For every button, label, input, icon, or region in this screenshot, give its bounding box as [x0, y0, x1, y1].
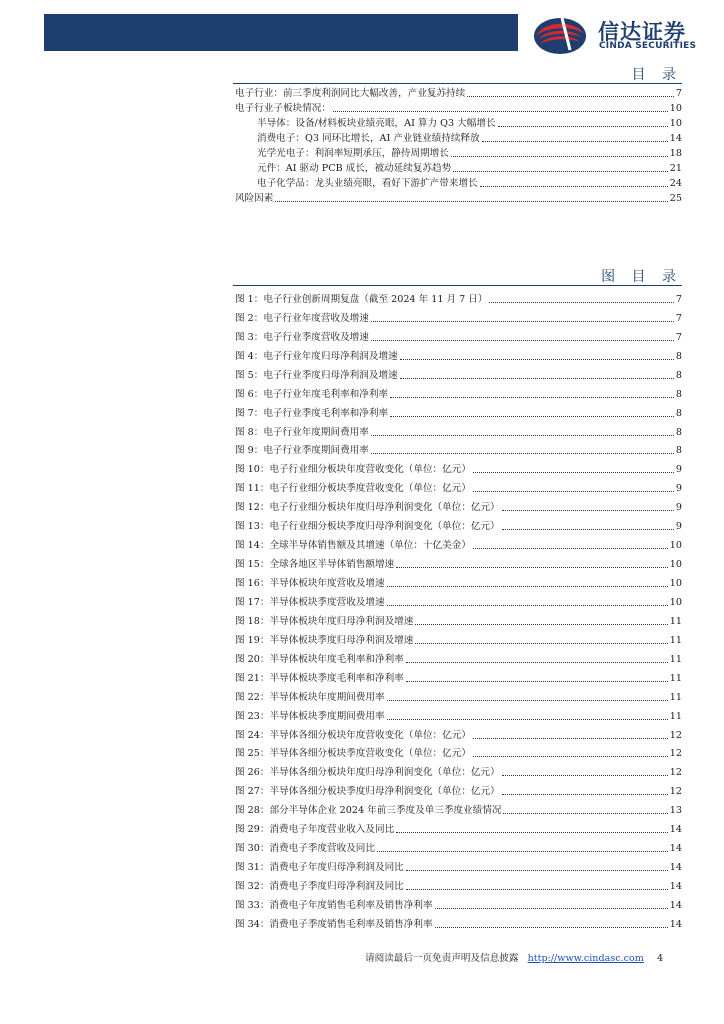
website-link[interactable]: http://www.cindasc.com	[527, 953, 644, 964]
figure-entry-title[interactable]: 图 1：电子行业创新周期复盘（截至 2024 年 11 月 7 日）	[235, 293, 488, 305]
figure-entry[interactable]	[235, 798, 682, 817]
figure-entry-page[interactable]: 11	[669, 653, 682, 665]
dot-leader	[400, 359, 674, 360]
dot-leader	[387, 700, 668, 701]
figure-entry[interactable]	[235, 439, 682, 458]
toc-entry[interactable]	[235, 100, 682, 115]
dot-leader	[400, 378, 674, 379]
figure-entry[interactable]	[235, 836, 682, 855]
figure-entry-title[interactable]: 图 28：部分半导体企业 2024 年前三季度及单三季度业绩情况	[235, 805, 502, 817]
dot-leader	[502, 775, 668, 776]
figure-entry-page[interactable]: 11	[669, 634, 682, 646]
figure-entry-page[interactable]: 12	[669, 767, 682, 779]
dot-leader	[371, 340, 674, 341]
toc-entry-page[interactable]: 25	[669, 193, 682, 204]
header-banner	[44, 14, 518, 51]
figure-entry-page[interactable]: 8	[675, 350, 682, 362]
figure-entry[interactable]	[235, 779, 682, 798]
dot-leader	[377, 851, 668, 852]
figure-entry-title[interactable]: 图 25：半导体各细分板块季度营收变化（单位：亿元）	[235, 748, 471, 760]
dot-leader	[396, 832, 668, 833]
toc-entry-title[interactable]: 风险因素	[235, 193, 274, 204]
toc-entry[interactable]	[235, 190, 682, 205]
dot-leader	[333, 111, 668, 112]
figure-entry-title[interactable]: 图 7：电子行业季度毛利率和净利率	[235, 407, 389, 419]
figure-entry-title[interactable]: 图 12：电子行业细分板块年度归母净利润变化（单位：亿元）	[235, 502, 500, 514]
figure-entry[interactable]	[235, 306, 682, 325]
figure-entry-page[interactable]: 8	[675, 369, 682, 381]
figure-entry-page[interactable]: 9	[675, 502, 682, 514]
figure-list-divider	[233, 285, 682, 286]
figure-entry[interactable]	[235, 420, 682, 439]
dot-leader	[406, 870, 668, 871]
dot-leader	[502, 529, 674, 530]
figure-entry-page[interactable]: 7	[675, 331, 682, 343]
figure-entry-page[interactable]: 10	[669, 559, 682, 571]
figure-entry[interactable]	[235, 287, 682, 306]
figure-entry-page[interactable]: 14	[669, 918, 682, 930]
dot-leader	[498, 126, 668, 127]
dot-leader	[415, 643, 667, 644]
figure-entry-title[interactable]: 图 13：电子行业细分板块季度归母净利润变化（单位：亿元）	[235, 521, 500, 533]
figure-entry-page[interactable]: 8	[675, 426, 682, 438]
dot-leader	[435, 927, 668, 928]
dot-leader	[390, 416, 674, 417]
figure-entry[interactable]	[235, 495, 682, 514]
toc-entry-title[interactable]: 消费电子：Q3 同环比增长，AI 产业链业绩持续释放	[257, 133, 480, 144]
toc-divider	[233, 83, 682, 84]
dot-leader	[387, 719, 668, 720]
toc-entry-page[interactable]: 10	[669, 118, 682, 129]
toc-entry[interactable]	[235, 175, 682, 190]
figure-entry-title[interactable]: 图 33：消费电子年度销售毛利率及销售净利率	[235, 899, 433, 911]
figure-entry-page[interactable]: 9	[675, 521, 682, 533]
cinda-logo-icon	[532, 14, 588, 56]
figure-entry-page[interactable]: 12	[669, 786, 682, 798]
figure-entry[interactable]	[235, 457, 682, 476]
figure-entry[interactable]	[235, 325, 682, 344]
toc-entry-page[interactable]: 7	[675, 88, 682, 99]
dot-leader	[371, 453, 674, 454]
dot-leader	[453, 171, 668, 172]
figure-entry[interactable]	[235, 476, 682, 495]
figure-entry-title[interactable]: 图 24：半导体各细分板块年度营收变化（单位：亿元）	[235, 729, 471, 741]
dot-leader	[371, 321, 674, 322]
dot-leader	[415, 624, 667, 625]
figure-entry-title[interactable]: 图 11：电子行业细分板块季度营收变化（单位：亿元）	[235, 483, 471, 495]
toc-title: 目 录	[631, 67, 682, 83]
figure-entry-page[interactable]: 9	[675, 464, 682, 476]
figure-entry-title[interactable]: 图 19：半导体板块季度归母净利润及增速	[235, 634, 414, 646]
dot-leader	[387, 605, 668, 606]
figure-entry-title[interactable]: 图 30：消费电子季度营收及同比	[235, 843, 375, 855]
figure-entry-page[interactable]: 11	[669, 710, 682, 722]
toc-entry-page[interactable]: 14	[669, 133, 682, 144]
figure-entry-page[interactable]: 12	[669, 748, 682, 760]
figure-entry[interactable]	[235, 609, 682, 628]
figure-entry[interactable]	[235, 742, 682, 761]
figure-entry[interactable]	[235, 590, 682, 609]
dot-leader	[396, 567, 668, 568]
figure-entry-page[interactable]: 10	[669, 540, 682, 552]
dot-leader	[275, 201, 667, 202]
toc-entry[interactable]	[235, 145, 682, 160]
figure-entry-title[interactable]: 图 6：电子行业年度毛利率和净利率	[235, 388, 389, 400]
dot-leader	[503, 813, 667, 814]
figure-entry-title[interactable]: 图 31：消费电子年度归母净利润及同比	[235, 862, 404, 874]
figure-entry-page[interactable]: 11	[669, 691, 682, 703]
cinda-logo	[532, 14, 712, 56]
figure-entry[interactable]	[235, 874, 682, 893]
dot-leader	[473, 548, 668, 549]
figure-entry[interactable]	[235, 571, 682, 590]
figure-entry-page[interactable]: 14	[669, 881, 682, 892]
figure-entry-page[interactable]: 13	[669, 805, 682, 817]
figure-entry-page[interactable]: 10	[669, 578, 682, 589]
dot-leader	[467, 96, 674, 97]
figure-entry-page[interactable]: 7	[675, 312, 682, 324]
dot-leader	[406, 662, 668, 663]
figure-entry-page[interactable]: 8	[675, 388, 682, 400]
figure-list-title: 图 目 录	[601, 269, 682, 285]
dot-leader	[387, 586, 668, 587]
figure-list	[235, 287, 682, 931]
figure-entry[interactable]	[235, 760, 682, 779]
toc-entry-title[interactable]: 电子行业子板块情况：	[235, 103, 331, 114]
figure-entry-page[interactable]: 11	[669, 672, 682, 684]
figure-entry[interactable]	[235, 514, 682, 533]
figure-entry[interactable]	[235, 628, 682, 647]
figure-entry-title[interactable]: 图 22：半导体板块年度期间费用率	[235, 691, 385, 703]
figure-entry-title[interactable]: 图 2：电子行业年度营收及增速	[235, 312, 369, 324]
toc-entry-title[interactable]: 元件：AI 驱动 PCB 成长，被动延续复苏趋势	[257, 163, 452, 174]
page-footer	[365, 950, 663, 964]
toc-entry-title[interactable]: 光学光电子：利润率短期承压，静待周期增长	[257, 148, 449, 159]
figure-entry-page[interactable]: 8	[675, 407, 682, 419]
logo-english-name: CINDA SECURITIES	[599, 41, 697, 51]
figure-entry[interactable]	[235, 704, 682, 723]
toc-entry-page[interactable]: 24	[669, 178, 682, 189]
dot-leader	[480, 186, 668, 187]
figure-entry-title[interactable]: 图 8：电子行业年度期间费用率	[235, 426, 369, 438]
dot-leader	[473, 491, 674, 492]
figure-entry-title[interactable]: 图 26：半导体各细分板块年度归母净利润变化（单位：亿元）	[235, 767, 500, 779]
toc-entry-title[interactable]: 电子化学品：龙头业绩亮眼，看好下游扩产带来增长	[257, 178, 478, 189]
toc-entry-page[interactable]: 10	[669, 103, 682, 114]
figure-entry[interactable]	[235, 552, 682, 571]
figure-entry-page[interactable]: 11	[669, 615, 682, 627]
disclaimer-notice: 请阅读最后一页免责声明及信息披露	[365, 953, 519, 964]
dot-leader	[502, 794, 668, 795]
figure-entry-page[interactable]: 8	[675, 445, 682, 457]
figure-entry[interactable]	[235, 685, 682, 704]
figure-entry-title[interactable]: 图 5：电子行业季度归母净利润及增速	[235, 369, 398, 381]
figure-entry-title[interactable]: 图 9：电子行业季度期间费用率	[235, 445, 369, 457]
figure-entry-title[interactable]: 图 34：消费电子季度销售毛利率及销售净利率	[235, 918, 433, 930]
dot-leader	[406, 681, 668, 682]
figure-entry-title[interactable]: 图 14：全球半导体销售额及其增速（单位：十亿美金）	[235, 540, 471, 552]
figure-entry-title[interactable]: 图 32：消费电子季度归母净利润及同比	[235, 881, 404, 892]
toc-entry-page[interactable]: 18	[669, 148, 682, 159]
dot-leader	[390, 397, 674, 398]
toc-entry[interactable]	[235, 115, 682, 130]
figure-entry[interactable]	[235, 533, 682, 552]
figure-entry-title[interactable]: 图 21：半导体板块季度毛利率和净利率	[235, 672, 404, 684]
figure-entry-page[interactable]: 14	[669, 843, 682, 855]
figure-entry-title[interactable]: 图 4：电子行业年度归母净利润及增速	[235, 350, 398, 362]
figure-entry[interactable]	[235, 401, 682, 420]
dot-leader	[473, 756, 668, 757]
dot-leader	[473, 472, 674, 473]
figure-entry-page[interactable]: 14	[669, 824, 682, 836]
figure-entry-title[interactable]: 图 16：半导体板块年度营收及增速	[235, 578, 385, 589]
figure-entry[interactable]	[235, 647, 682, 666]
dot-leader	[489, 302, 673, 303]
toc-entry[interactable]	[235, 130, 682, 145]
dot-leader	[502, 510, 674, 511]
dot-leader	[451, 156, 668, 157]
figure-entry-page[interactable]: 9	[675, 483, 682, 495]
figure-entry-title[interactable]: 图 27：半导体各细分板块季度归母净利润变化（单位：亿元）	[235, 786, 500, 798]
figure-entry-title[interactable]: 图 10：电子行业细分板块年度营收变化（单位：亿元）	[235, 464, 471, 476]
dot-leader	[482, 141, 668, 142]
toc-list	[235, 85, 682, 205]
figure-entry[interactable]	[235, 912, 682, 931]
figure-entry-title[interactable]: 图 15：全球各地区半导体销售额增速	[235, 559, 395, 571]
figure-entry-page[interactable]: 12	[669, 729, 682, 741]
toc-entry[interactable]	[235, 85, 682, 100]
toc-entry-title[interactable]: 电子行业：前三季度利润同比大幅改善，产业复苏持续	[235, 88, 466, 99]
figure-entry[interactable]	[235, 382, 682, 401]
toc-entry[interactable]	[235, 160, 682, 175]
figure-entry-title[interactable]: 图 18：半导体板块年度归母净利润及增速	[235, 615, 414, 627]
dot-leader	[406, 889, 668, 890]
figure-entry[interactable]	[235, 893, 682, 912]
figure-entry[interactable]	[235, 817, 682, 836]
dot-leader	[435, 908, 668, 909]
toc-entry-title[interactable]: 半导体：设备/材料板块业绩亮眼，AI 算力 Q3 大幅增长	[257, 118, 496, 129]
figure-entry-title[interactable]: 图 17：半导体板块季度营收及增速	[235, 596, 385, 608]
figure-entry-page[interactable]: 7	[675, 293, 682, 305]
figure-entry-title[interactable]: 图 20：半导体板块年度毛利率和净利率	[235, 653, 404, 665]
dot-leader	[371, 435, 674, 436]
figure-entry[interactable]	[235, 855, 682, 874]
figure-entry[interactable]	[235, 723, 682, 742]
figure-entry-page[interactable]: 14	[669, 899, 682, 911]
logo-chinese-name: 信达证券	[598, 20, 686, 44]
figure-entry[interactable]	[235, 344, 682, 363]
figure-entry[interactable]	[235, 363, 682, 382]
figure-entry-page[interactable]: 14	[669, 862, 682, 874]
figure-entry-title[interactable]: 图 29：消费电子年度营业收入及同比	[235, 824, 395, 836]
toc-entry-page[interactable]: 21	[669, 163, 682, 174]
figure-entry-page[interactable]: 10	[669, 596, 682, 608]
figure-entry-title[interactable]: 图 3：电子行业季度营收及增速	[235, 331, 369, 343]
figure-entry-title[interactable]: 图 23：半导体板块季度期间费用率	[235, 710, 385, 722]
dot-leader	[473, 738, 668, 739]
figure-entry[interactable]	[235, 666, 682, 685]
page-number: 4	[656, 953, 664, 964]
